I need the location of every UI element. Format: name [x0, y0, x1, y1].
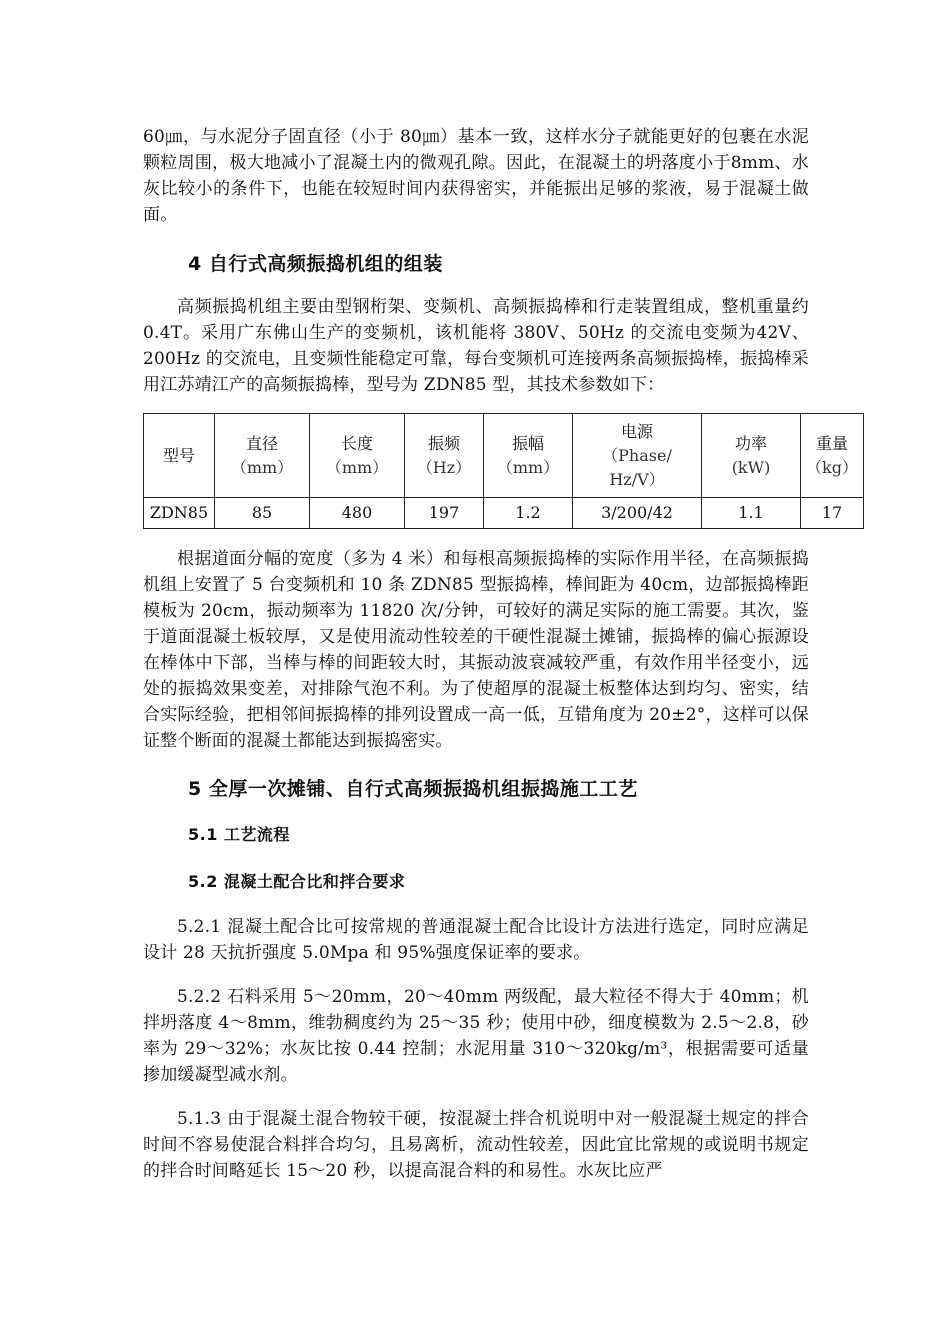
cell-power: 1.1 [702, 498, 801, 529]
spec-table-header-row [144, 414, 864, 498]
section-heading-4: 4 自行式高频振捣机组的组装 [188, 253, 443, 275]
paragraph-5-1-3: 5.1.3 由于混凝土混合物较干硬，按混凝土拌合机说明中对一般混凝土规定的拌合时间不容易使混合料拌合均匀，且易离析，流动性较差，因此宜比常规的或说明书规定的拌合时间略延长 15～20 秒，以提高混合料的和易性。水灰比应严 [143, 1109, 809, 1181]
cell-model: ZDN85 [144, 498, 215, 529]
cell-frequency: 197 [405, 498, 484, 529]
header-cell-power-source: 电源 （Phase/ Hz/V） [573, 414, 702, 498]
subsection-heading-5-2: 5.2 混凝土配合比和拌合要求 [188, 872, 406, 891]
subsection-heading-5-1: 5.1 工艺流程 [188, 825, 290, 844]
header-cell-model: 型号 [144, 414, 215, 498]
spec-table [143, 413, 864, 529]
header-cell-length: 长度 （mm） [310, 414, 405, 498]
cell-power-source: 3/200/42 [573, 498, 702, 529]
header-cell-power: 功率 (kW) [702, 414, 801, 498]
header-cell-weight: 重量 （kg） [801, 414, 864, 498]
paragraph-after-table: 根据道面分幅的宽度（多为 4 米）和每根高频振捣棒的实际作用半径，在高频振捣机组上安置了 5 台变频机和 10 条 ZDN85 型振捣棒，棒间距为 40cm，边部振捣棒距模板为 20cm，振动频率为 11820 次/分钟，可较好的满足实际的施工需要。其次，鉴于道面混凝土板较厚，又是使用流动性较差的干硬性混凝土摊铺，振捣棒的偏心振源设在棒体中下部，当棒与棒的间距较大时，其振动波衰减较严重，有效作用半径变小，远处的振捣效果变差，对排除气泡不利。为了使超厚的混凝土板整体达到均匀、密实，结合实际经验，把相邻间振捣棒的排列设置成一高一低，互错角度为 20±2°，这样可以保证整个断面的混凝土都能达到振捣密实。 [143, 549, 809, 751]
section-heading-5: 5 全厚一次摊铺、自行式高频振捣机组振捣施工工艺 [188, 778, 638, 800]
cell-weight: 17 [801, 498, 864, 529]
cell-diameter: 85 [215, 498, 310, 529]
paragraph-5-2-2: 5.2.2 石料采用 5～20mm，20～40mm 两级配，最大粒径不得大于 40mm；机拌坍落度 4～8mm，维勃稠度约为 25～35 秒；使用中砂，细度模数为 2.5～2.8，砂率为 29～32%；水灰比按 0.44 控制；水泥用量 310～320kg/m³，根据需要可适量掺加缓凝型减水剂。 [143, 987, 809, 1085]
cell-amplitude: 1.2 [484, 498, 573, 529]
spec-table-data-row [144, 498, 864, 529]
header-cell-frequency: 振频 （Hz） [405, 414, 484, 498]
paragraph-continued: 60㎛，与水泥分子固直径（小于 80㎛）基本一致，这样水分子就能更好的包裹在水泥颗粒周围，极大地减小了混凝土内的微观孔隙。因此，在混凝土的坍落度小于8mm、水灰比较小的条件下，也能在较短时间内获得密实，并能振出足够的浆液，易于混凝土做面。 [143, 127, 809, 225]
cell-length: 480 [310, 498, 405, 529]
paragraph-section-4: 高频振捣机组主要由型钢桁架、变频机、高频振捣棒和行走装置组成，整机重量约 0.4T。采用广东佛山生产的变频机，该机能将 380V、50Hz 的交流电变频为42V、200Hz 的交流电，且变频性能稳定可靠，每台变频机可连接两条高频振捣棒，振捣棒采用江苏靖江产的高频振捣棒，型号为 ZDN85 型，其技术参数如下： [143, 297, 809, 395]
paragraph-5-2-1: 5.2.1 混凝土配合比可按常规的普通混凝土配合比设计方法进行选定，同时应满足设计 28 天抗折强度 5.0Mpa 和 95%强度保证率的要求。 [143, 917, 809, 963]
header-cell-amplitude: 振幅 （mm） [484, 414, 573, 498]
header-cell-diameter: 直径 （mm） [215, 414, 310, 498]
